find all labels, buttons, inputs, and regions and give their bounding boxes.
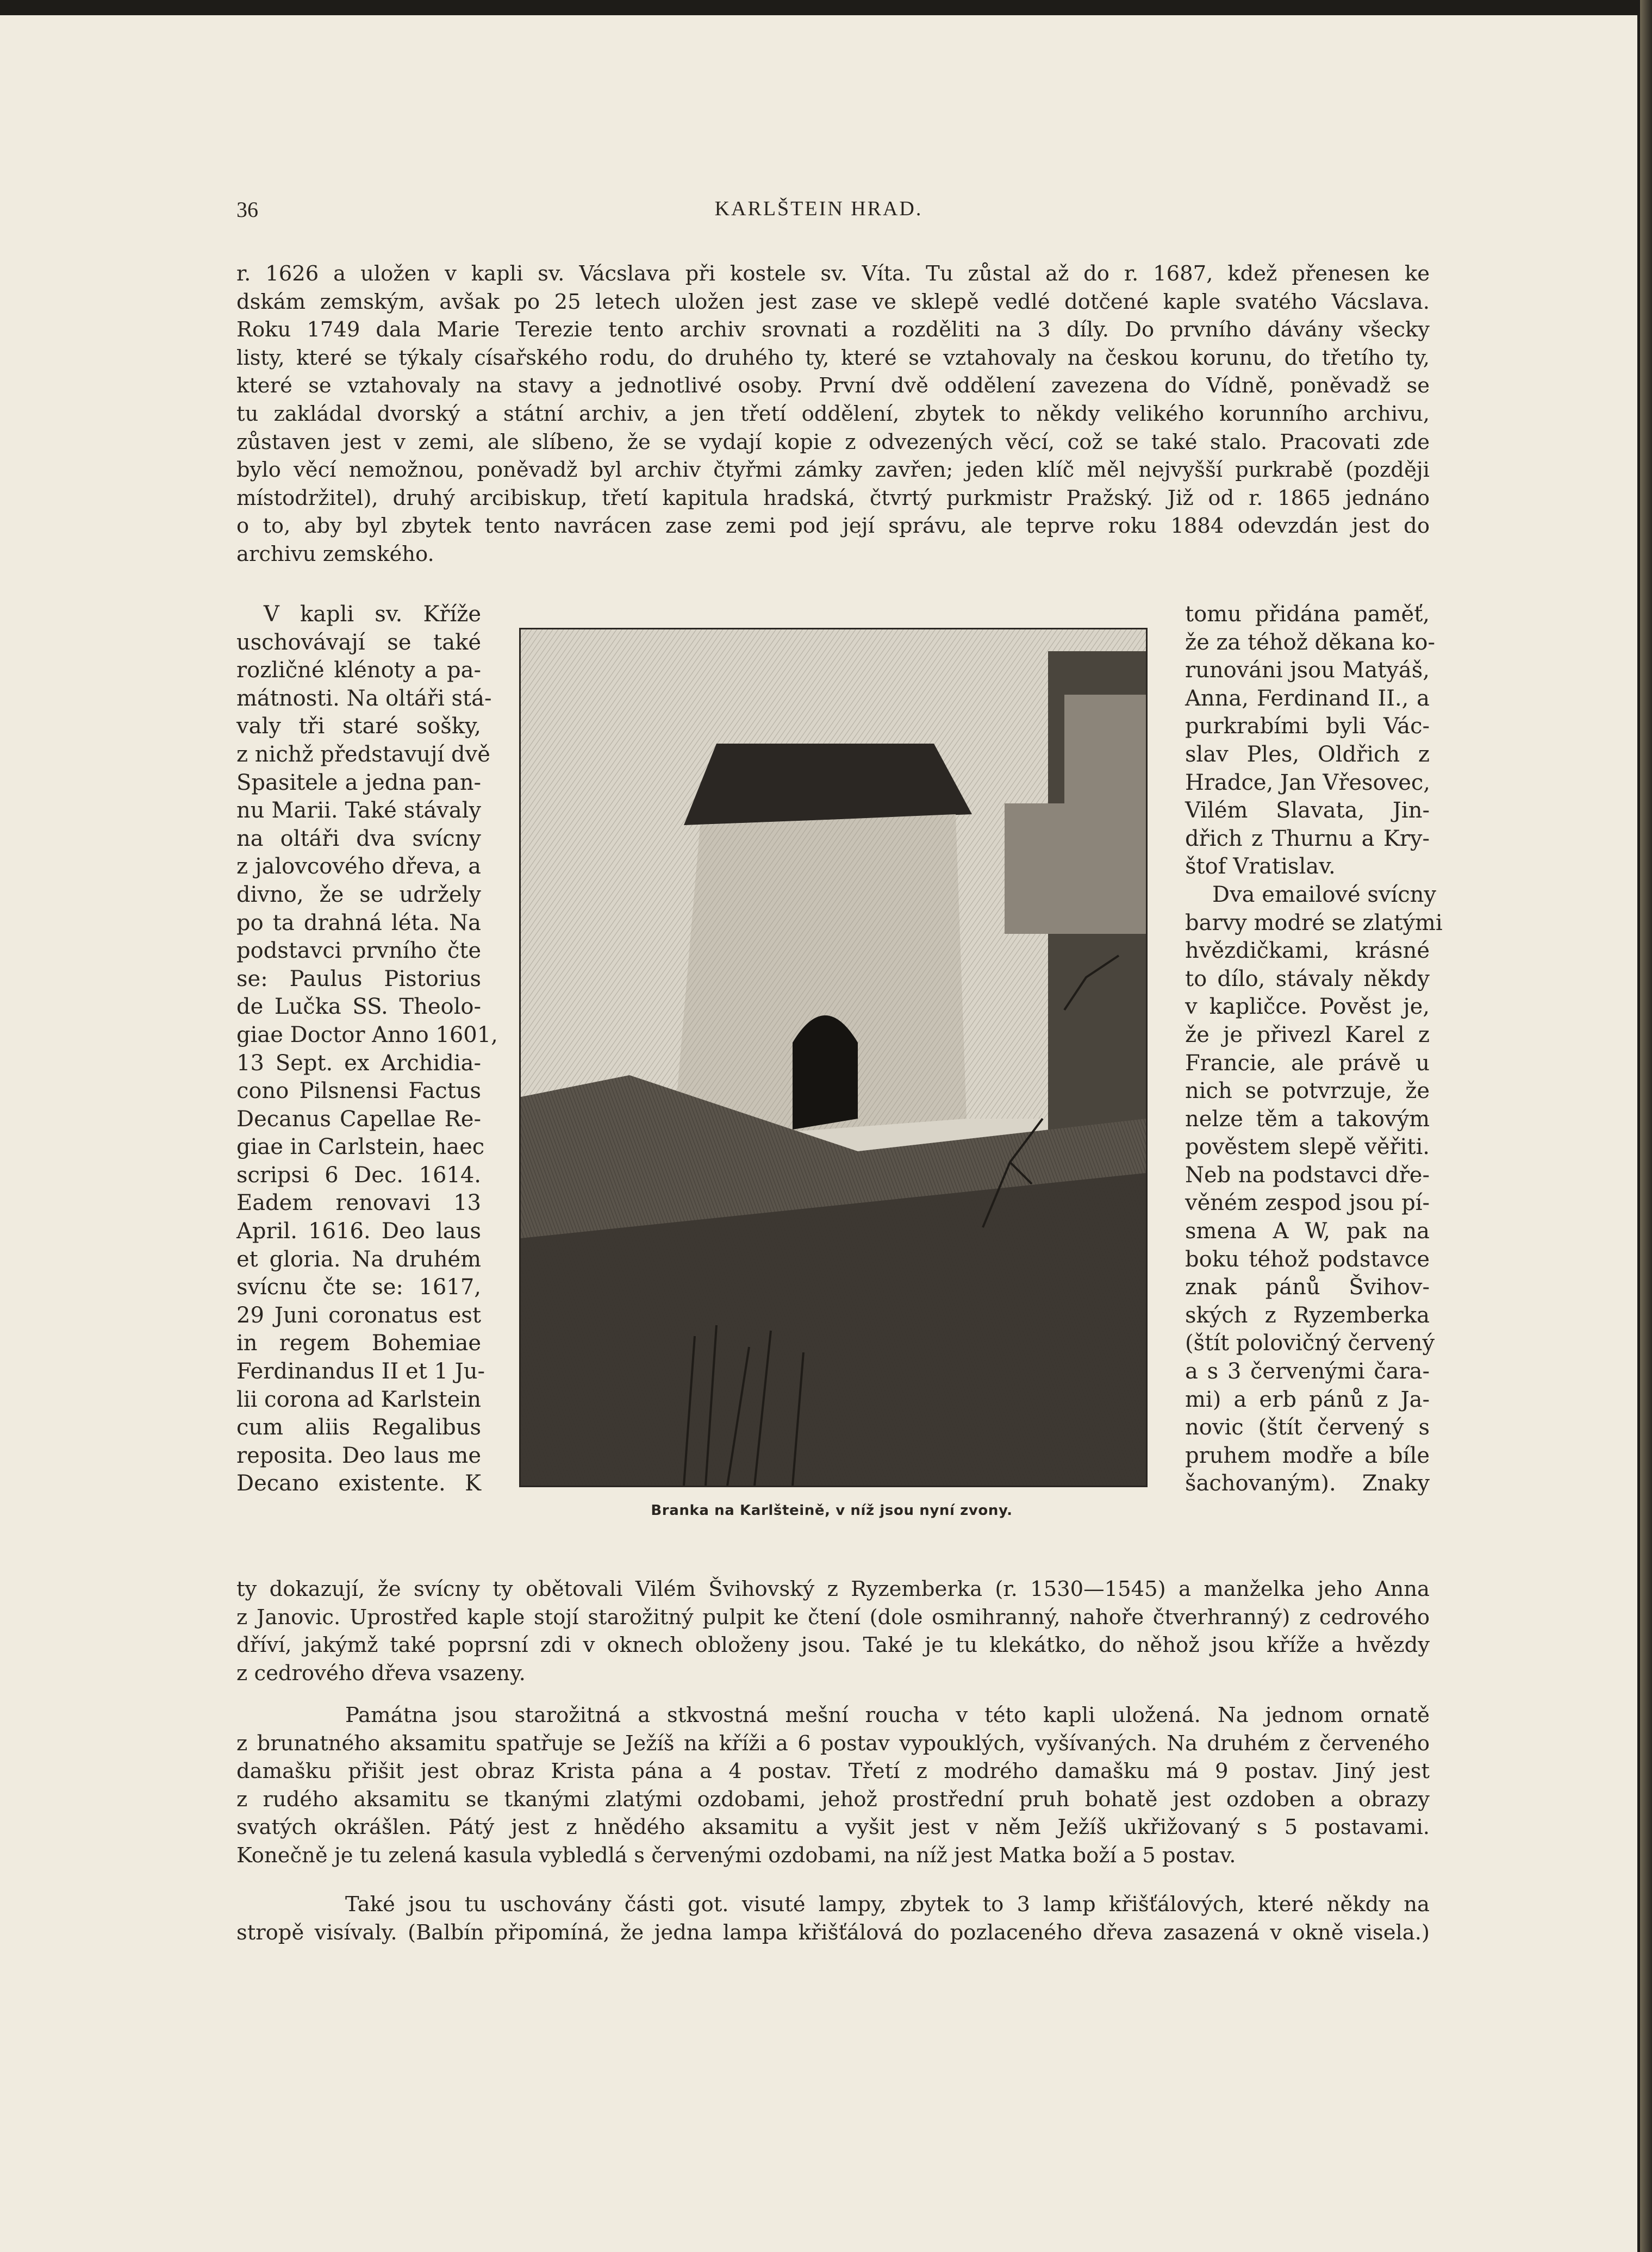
text-line: cono Pilsnensi Factus [236, 1078, 481, 1104]
text-line: pověstem slepě věřiti. [1185, 1134, 1430, 1160]
text-line: valy tři staré sošky, [236, 714, 481, 739]
text-line: místodržitel), druhý arcibiskup, třetí kapitula hradská, čtvrtý purkmistr Pražský. Již od r. 1865 jednáno [236, 485, 1430, 510]
text-line: podstavci prvního čte [236, 938, 481, 964]
text-line: tomu přidána paměť, [1185, 602, 1430, 627]
text-line: ty dokazují, že svícny ty obětovali Vilém Švihovský z Ryzemberka (r. 1530—1545) a manželka jeho Anna [236, 1577, 1430, 1601]
text-line: znak pánů Švihov- [1185, 1275, 1430, 1300]
text-line: Decano existente. K [236, 1471, 481, 1496]
text-line: stropě visívaly. (Balbín připomíná, že jedna lampa křišťálová do pozlaceného dřeva zasazená v okně visela.) [236, 1920, 1430, 1945]
running-title: KARLŠTEIN HRAD. [714, 197, 923, 220]
text-line: uschovávají se také [236, 629, 481, 655]
text-line: April. 1616. Deo laus [236, 1219, 481, 1244]
text-line: (štít polovičný červený [1185, 1331, 1435, 1356]
illustration-castle-gate [519, 628, 1148, 1487]
text-line: mátnosti. Na oltáři stá- [236, 685, 492, 711]
text-line: štof Vratislav. [1185, 854, 1336, 879]
text-line: že za téhož děkana ko- [1185, 629, 1435, 655]
figure-caption: Branka na Karlšteině, v níž jsou nyní zvony. [651, 1502, 1013, 1519]
text-line: purkrabími byli Vác- [1185, 714, 1430, 739]
text-line: cum aliis Regalibus [236, 1415, 481, 1440]
text-line: damašku přišit jest obraz Krista pána a 4 postav. Třetí z modrého damašku má 9 postav. Jiný jest [236, 1759, 1430, 1784]
text-line: archivu zemského. [236, 541, 434, 566]
text-line: scripsi 6 Dec. 1614. [236, 1162, 481, 1188]
text-line: nu Marii. Také stávaly [236, 798, 481, 824]
text-line: Památna jsou starožitná a stkvostná mešní roucha v této kapli uložená. Na jednom ornatě [345, 1703, 1430, 1727]
text-line: svatých okrášlen. Pátý jest z hnědého aksamitu a vyšit jest v něm Ježíš ukřižovaný s 5 postavami. [236, 1815, 1430, 1840]
text-line: zůstaven jest v zemi, ale slíbeno, že se vydají kopie z odvezených věcí, což se také stalo. Pracovati zde [236, 429, 1430, 454]
text-line: giae Doctor Anno 1601, [236, 1022, 498, 1047]
text-line: se: Paulus Pistorius [236, 966, 481, 991]
text-line: barvy modré se zlatými [1185, 910, 1443, 935]
text-line: hvězdičkami, krásné [1185, 938, 1430, 964]
bottom-paragraph-2 [236, 1701, 1430, 1870]
text-line: Dva emailové svícny [1212, 882, 1437, 907]
text-line: z rudého aksamitu se tkanými zlatými ozdobami, jehož prostřední pruh bohatě jest ozdoben a obrazy [236, 1787, 1430, 1812]
bottom-paragraph-3 [236, 1891, 1430, 1947]
text-line: z cedrového dřeva vsazeny. [236, 1661, 526, 1686]
text-line: Neb na podstavci dře- [1185, 1162, 1430, 1188]
text-line: a s 3 červenými čara- [1185, 1359, 1430, 1384]
engraving-castle-gate [521, 629, 1146, 1486]
text-line: Konečně je tu zelená kasula vybledlá s červenými ozdobami, na níž jest Matka boží a 5 postav. [236, 1843, 1236, 1868]
text-line: mi) a erb pánů z Ja- [1185, 1387, 1430, 1412]
text-line: Ferdinandus II et 1 Ju- [236, 1359, 485, 1384]
text-line: že je přivezl Karel z [1185, 1022, 1430, 1047]
text-line: bylo věcí nemožnou, poněvadž byl archiv čtyřmi zámky zavřen; jeden klíč měl nejvyšší purkrabě (později [236, 458, 1430, 483]
text-line: z brunatného aksamitu spatřuje se Ježíš na kříži a 6 postav vypouklých, vyšívaných. Na druhém z červeného [236, 1731, 1430, 1756]
text-line: nich se potvrzuje, že [1185, 1078, 1430, 1104]
text-line: smena A W, pak na [1185, 1219, 1430, 1244]
text-line: lii corona ad Karlstein [236, 1387, 481, 1412]
text-line: in regem Bohemiae [236, 1331, 481, 1356]
text-line: Roku 1749 dala Marie Terezie tento archiv srovnati a rozděliti na 3 díly. Do prvního dávány všecky [236, 317, 1430, 342]
text-line: z Janovic. Uprostřed kaple stojí starožitný pulpit ke čtení (dole osmihranný, nahoře čtverhranný) z cedrového [236, 1605, 1430, 1630]
text-line: listy, které se týkaly císařského rodu, do druhého ty, které se vztahovaly na českou korunu, do třetího ty, [236, 345, 1430, 370]
text-line: ských z Ryzemberka [1185, 1302, 1430, 1328]
text-line: v kapličce. Pověst je, [1185, 994, 1430, 1020]
text-line: et gloria. Na druhém [236, 1246, 481, 1272]
text-line: V kapli sv. Kříže [264, 602, 481, 627]
text-line: runováni jsou Matyáš, [1185, 658, 1430, 683]
text-line: slav Ples, Oldřich z [1185, 741, 1430, 767]
text-line: Decanus Capellae Re- [236, 1106, 481, 1132]
text-line: divno, že se udržely [236, 882, 481, 907]
top-paragraph [236, 260, 1430, 569]
text-line: Eadem renovavi 13 [236, 1190, 481, 1216]
text-line: Vilém Slavata, Jin- [1185, 798, 1430, 824]
text-line: 13 Sept. ex Archidia- [236, 1050, 481, 1076]
text-line: Také jsou tu uschovány části got. visuté lampy, zbytek to 3 lamp křišťálových, které někdy na [345, 1892, 1430, 1917]
text-line: r. 1626 a uložen v kapli sv. Vácslava při kostele sv. Víta. Tu zůstal až do r. 1687, kdež přenesen ke [236, 261, 1430, 286]
text-line: Hradce, Jan Vřesovec, [1185, 770, 1430, 795]
text-line: na oltáři dva svícny [236, 826, 481, 851]
text-line: dskám zemským, avšak po 25 letech uložen jest zase ve sklepě vedlé dotčené kaple svatého Vácslava. [236, 289, 1430, 314]
text-line: 29 Juni coronatus est [236, 1302, 481, 1328]
text-line: Spasitele a jedna pan- [236, 770, 481, 795]
text-line: po ta drahná léta. Na [236, 910, 481, 935]
page-edge [1640, 0, 1652, 2252]
text-line: nelze těm a takovým [1185, 1106, 1430, 1132]
text-line: to dílo, stávaly někdy [1185, 966, 1430, 991]
text-line: o to, aby byl zbytek tento navrácen zase zemi pod její správu, ale teprve roku 1884 odevzdán jest do [236, 514, 1430, 539]
text-line: novic (štít červený s [1185, 1415, 1430, 1440]
text-line: tu zakládal dvorský a státní archiv, a jen třetí oddělení, zbytek to někdy velikého korunního archivu, [236, 401, 1430, 426]
text-line: dříví, jakýmž také poprsní zdi v oknech obloženy jsou. Také je tu klekátko, do něhož jsou kříže a hvězdy [236, 1633, 1430, 1658]
text-line: de Lučka SS. Theolo- [236, 994, 481, 1020]
right-column [1185, 601, 1443, 1498]
text-line: které se vztahovaly na stavy a jednotlivé osoby. První dvě oddělení zavezena do Vídně, poněvadž se [236, 373, 1430, 398]
text-line: boku téhož podstavce [1185, 1246, 1430, 1272]
text-line: Francie, ale právě u [1185, 1050, 1430, 1076]
text-line: svícnu čte se: 1617, [236, 1275, 481, 1300]
page-number: 36 [236, 197, 258, 222]
text-line: pruhem modře a bíle [1185, 1443, 1430, 1468]
text-line: Anna, Ferdinand II., a [1185, 685, 1430, 711]
text-line: dřich z Thurnu a Kry- [1185, 826, 1430, 851]
text-line: z nichž představují dvě [236, 741, 490, 767]
left-column [236, 601, 498, 1498]
text-line: giae in Carlstein, haec [236, 1134, 485, 1160]
text-line: věném zespod jsou pí- [1185, 1190, 1430, 1216]
text-line: z jalovcového dřeva, a [236, 854, 481, 879]
bottom-paragraph-1 [236, 1575, 1430, 1687]
text-line: rozličné klénoty a pa- [236, 658, 481, 683]
text-line: reposita. Deo laus me [236, 1443, 481, 1468]
text-line: šachovaným). Znaky [1185, 1471, 1430, 1496]
